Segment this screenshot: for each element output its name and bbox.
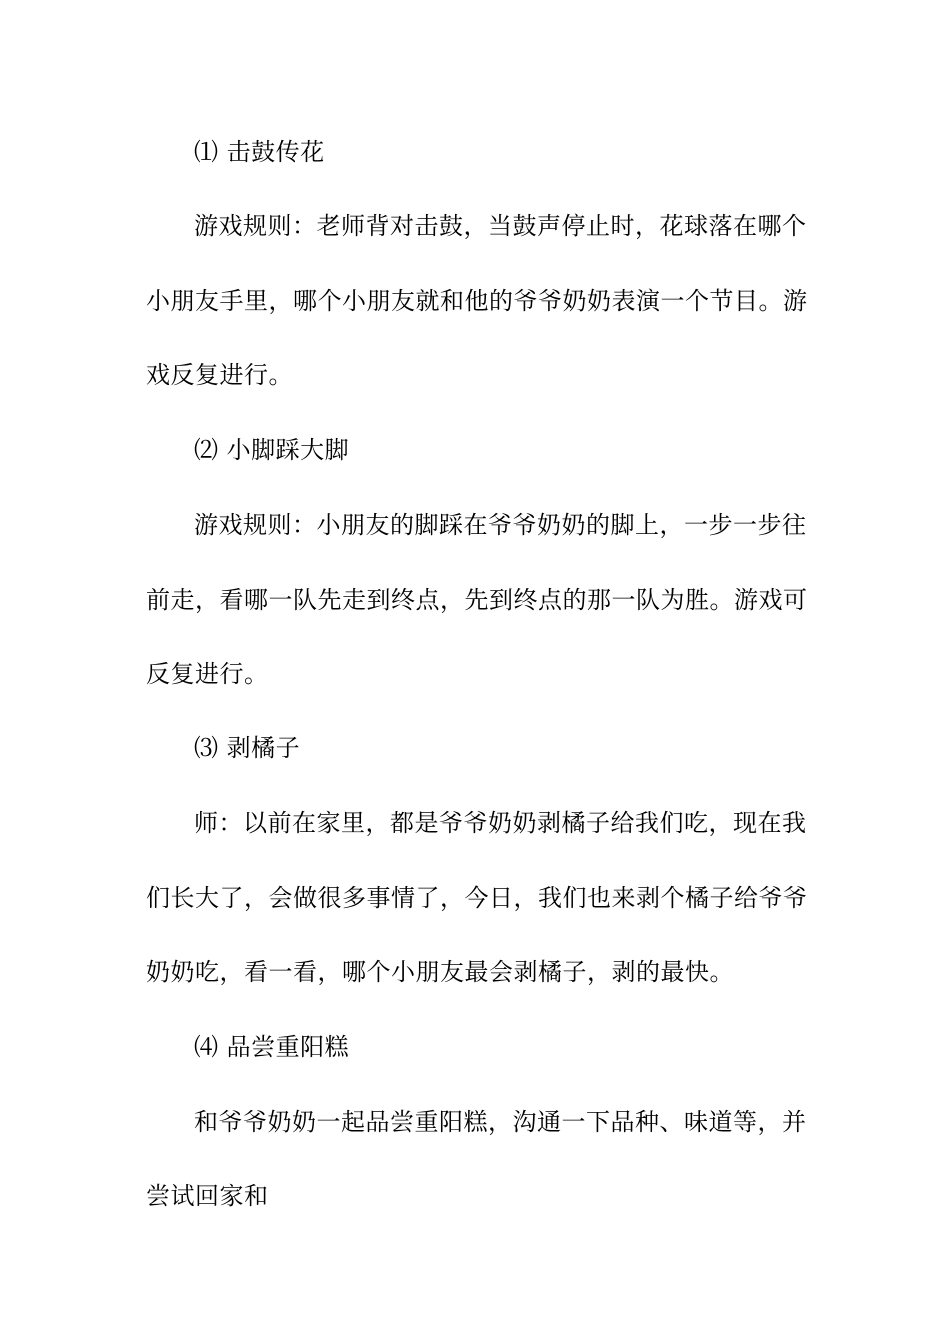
paragraph-line: 戏反复进行。	[146, 361, 293, 389]
paragraph-line: 前走，看哪一队先走到终点，先到终点的那一队为胜。游戏可	[146, 586, 808, 614]
paragraph-line: 们长大了，会做很多事情了，今日，我们也来剥个橘子给爷爷	[146, 884, 808, 912]
paragraph-line: 尝试回家和	[146, 1182, 269, 1210]
paragraph-line: 奶奶吃，看一看，哪个小朋友最会剥橘子，剥的最快。	[146, 958, 734, 986]
section-heading-2: ⑵ 小脚踩大脚	[194, 436, 350, 464]
section-heading-4: ⑷ 品尝重阳糕	[194, 1033, 350, 1061]
paragraph-line: 反复进行。	[146, 660, 269, 688]
section-heading-1: ⑴ 击鼓传花	[194, 138, 325, 166]
paragraph-line: 师：以前在家里，都是爷爷奶奶剥橘子给我们吃，现在我	[194, 809, 807, 837]
paragraph-line: 游戏规则：小朋友的脚踩在爷爷奶奶的脚上，一步一步往	[194, 511, 807, 539]
paragraph-line: 游戏规则：老师背对击鼓，当鼓声停止时，花球落在哪个	[194, 212, 807, 240]
paragraph-line: 和爷爷奶奶一起品尝重阳糕，沟通一下品种、味道等，并	[194, 1108, 807, 1136]
paragraph-line: 小朋友手里，哪个小朋友就和他的爷爷奶奶表演一个节目。游	[146, 287, 808, 315]
section-heading-3: ⑶ 剥橘子	[194, 734, 301, 762]
